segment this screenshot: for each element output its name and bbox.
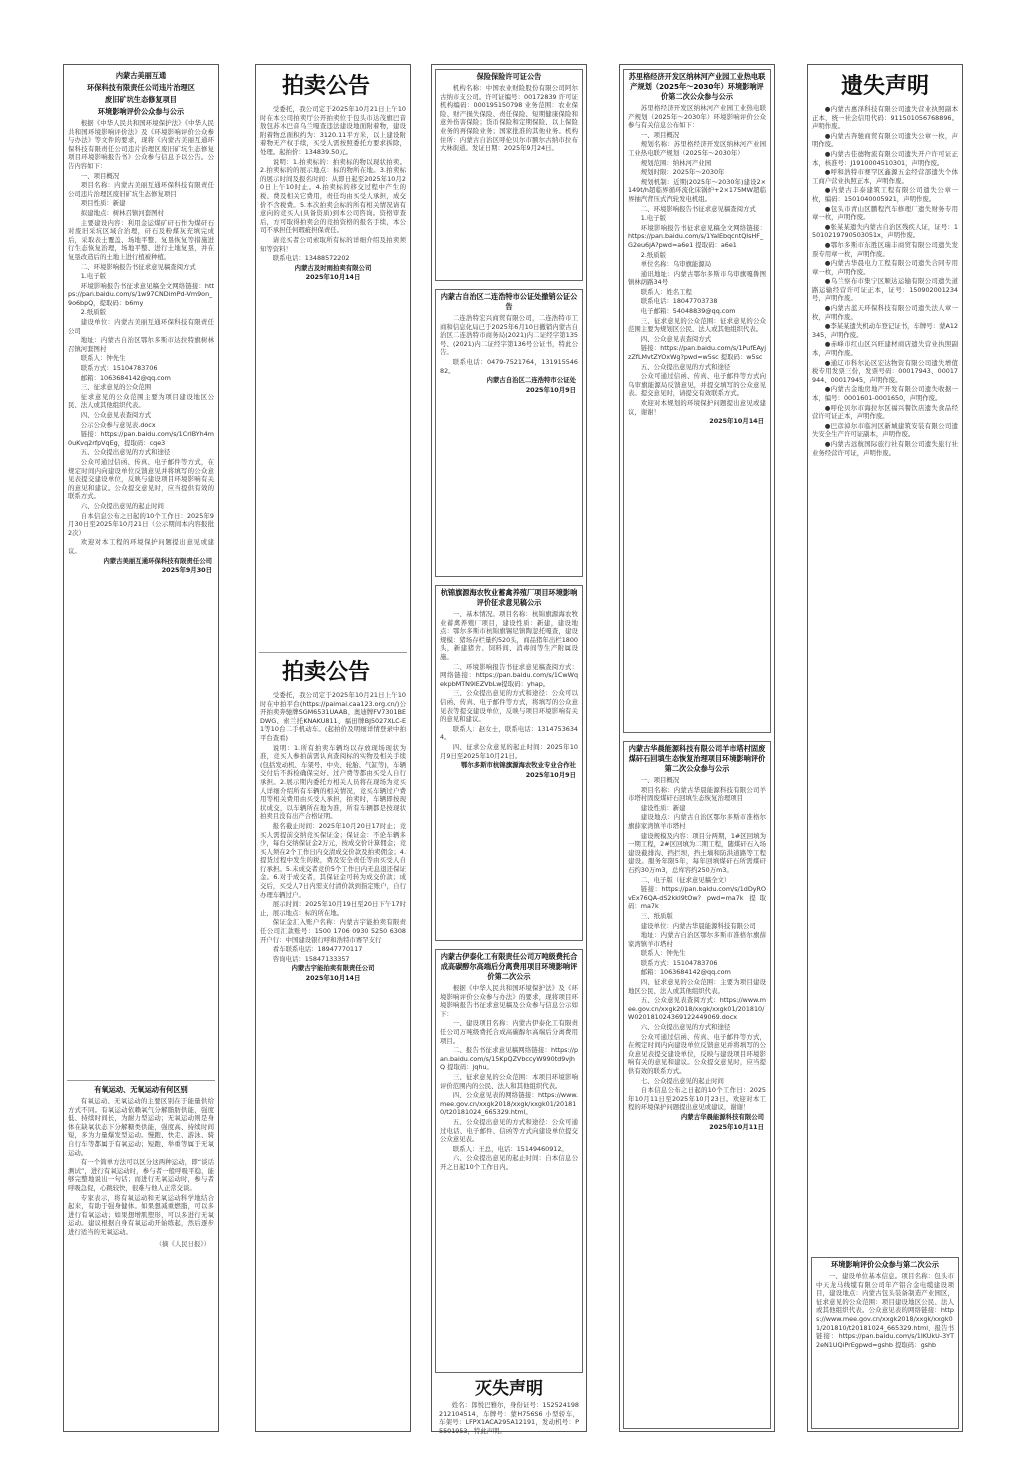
notice-body: [64, 119, 218, 556]
paragraph: 保证金汇入账户名称：内蒙古宇能拍卖有限责任公司汇款账号：1500 1706 0930 5250 6308 开户行：中国建设银行呼和浩特市赛罕支行: [260, 918, 406, 944]
yitai-chemical-notice: [435, 949, 583, 1373]
paragraph: ●内蒙古丰泰建筑工程有限公司遗失公章一枚，编码：1501040005921，声明作废。: [812, 186, 958, 203]
paragraph: 公众可通过信函、传真、电子邮件等方式，在规定时间内向建设单位反馈意见并将填写的公众意见表提交建设单位，反映与建设项目环境影响有关的意见和建议。公众提交意见时，应当提供有效的联系方式。: [68, 457, 214, 501]
article-aerobic: [64, 1083, 218, 1429]
paragraph: 一、项目概况: [640, 776, 680, 784]
paragraph: 建设规模及内容：项目分两期，1#区回填为一期工程，2#区回填为二期工程，随煤矸石入场建设截排沟、挡拦坝，挡土墙和防洪道路等工程建设。服务年限5年，每年回填煤矸石所需煤矸石约30万m3，总库容约250万m3。: [628, 831, 766, 874]
notice-title: 内蒙古伊泰化工有限责任公司万吨级费托合成高碳醇尔高端后分离费用项目环境影响评价第二次公示: [440, 952, 578, 981]
notice-body: [436, 610, 582, 760]
paragraph: ●鄂尔多斯市东胜区瑞丰商贸有限公司遗失发票专用章一枚，声明作废。: [812, 240, 958, 258]
auction-notice-2: [256, 655, 410, 1429]
notice-body: [436, 84, 582, 153]
paragraph: 四、公众意见表的网络链接：https://www.mee.gov.cn/xxgk2018/xxgk/xxgk01/201810/t20181024_665329.html。: [440, 1091, 578, 1117]
loss-heading: 灭失声明: [475, 1379, 543, 1399]
article-source: （摘《人民日报》）: [155, 1239, 210, 1248]
auction-signature: 内蒙古宇能拍卖有限责任公司: [291, 964, 375, 973]
paragraph: 三、征求意见的公众范围: [80, 383, 152, 392]
paragraph: ●李某某遗失机动车登记证书，车牌号：蒙A12345，声明作废。: [812, 322, 958, 339]
notice-date: 2025年10月11日: [709, 1122, 764, 1131]
paragraph: 地址：内蒙古自治区鄂尔多斯市准格尔旗薛家湾镇羊市塔村: [628, 931, 766, 948]
paragraph: 环境影响报告书征求意见稿全文网络链接：https://pan.baidu.com/s/1w97CNDimPd-Vm9on_9o6bpQ，提取码：b6my: [68, 281, 214, 307]
paragraph: ●内蒙古华晨电力工程有限公司遗失合同专用章一枚，声明作废。: [812, 259, 958, 276]
notice-signature: 内蒙古美丽互通环保科技有限责任公司: [103, 556, 212, 565]
column-3: [431, 64, 587, 1435]
paragraph: 报名截止时间：2025年10月20日17时止；竞买人需提前交纳竞买保证金；保证金：不论车辆多少，每台交纳保证金2万元，按成交价计算佣金；竞买人须在2个工作日内交清成交价款及拍卖佣金；4.提货过程中发生的税，费及安全责任等由买受人自行承担。5.未成交者竞价5个工作日内无息退还保证金。6.对于成交者，其保证金可转为成交价款；成交后，买受人7日内需支付清价款到指定账户，自行办理车辆过户。: [260, 821, 406, 899]
paragraph: 通讯地址：内蒙古鄂尔多斯市乌审旗嘎鲁图镇林荫路34号: [628, 269, 766, 287]
paragraph: 规划范围：纳林河产业园: [640, 158, 712, 167]
paragraph: ●内蒙古远航国际旅行社有限公司遗失旅行社业务经营许可证，声明作废。: [812, 439, 958, 457]
paragraph: 建设单位：内蒙古华晨能源科技有限公司: [640, 921, 756, 930]
column-4: [619, 64, 775, 1432]
paragraph: 联系方式：15104783706: [640, 958, 718, 967]
paragraph: 联系电话：18047703738: [640, 297, 718, 306]
paragraph: ●呼伦贝尔市海拉尔区福兴餐饮店遗失食品经营许可证正本，声明作废。: [812, 403, 958, 421]
hangjin-farm-notice: [435, 585, 583, 941]
paragraph: 一、项目概况: [80, 171, 120, 180]
paragraph: 六、公众提出意见的方式和途径: [640, 1023, 731, 1032]
paragraph: 二连浩特宏兴商贸有限公司，二连浩特市工商和信息化局已于2025年6月10日撤销内蒙古自治区二连浩特市商务局(2021)内二证经字第135号、(2021)内二证经字第136号公证书，特此公告。: [440, 314, 578, 357]
paragraph: 四、公众意见表查阅方式: [80, 411, 152, 419]
paragraph: 七、公众提出意见的起止时间: [640, 1076, 724, 1085]
paragraph: 一、基本情况。项目名称：杭锦旗源海农牧业蓄禽养殖厂项目，建设性质：新建，建设地点：鄂尔多斯市杭锦旗锡尼镇陶忽托嘎查，建设规模：猪场存栏量约520头，商品猪年出栏1800头，新建猪舍、饲料间、消毒间等生产附属设施。: [440, 610, 578, 661]
auction-body: [256, 105, 410, 253]
paragraph: 说明：1.拍卖标的：拍卖标的物以现状拍卖。2.拍卖标的的展示地点：标的物所在地。3.拍卖标的展示时间及报名时间：从即日起至2025年10月20日上午10时止。4.拍卖标的移交过程中产生的税、费及相关它费用，责任均由买受人承担，成交价不含税费。5.本次拍卖会标的所有相关情况请有意向的竞买人(具备资质)到本公司咨询。资格审查后，方可取得拍卖会的竞拍资格的报名手续，本公司不承担任何瑕疵担保责任。: [260, 157, 406, 235]
auction-body: [256, 691, 410, 944]
paragraph: 五、公众提出意见的方式和途径：公众可通过电话、电子邮件、信函等方式向建设单位提交公众意见表。: [440, 1117, 578, 1144]
notice-date: 2025年10月14日: [709, 417, 764, 426]
eia-second-notice: [811, 1257, 959, 1429]
paragraph: 规划名称：苏里格经济开发区纳林河产业园工业热电联产规划（2025年～2030年）: [628, 140, 766, 157]
notice-date: 2025年9月30日: [161, 566, 212, 575]
paragraph: ●赤峰市红山区兴旺建材商店遗失营业执照副本，声明作废。: [812, 340, 958, 358]
notice-title: 内蒙古华晨能源科技有限公司羊市塔村固废煤矸石回填生态恢复治理项目环境影响评价第二次公众参与公示: [628, 744, 766, 773]
paragraph: 四、征求意见的公众范围：主要为项目建设地区公民、法人或其他组织代表。: [628, 978, 766, 995]
notice-body: [436, 984, 582, 1171]
auction-heading: 拍卖公告: [282, 73, 371, 99]
paragraph: 公众可通过信函、传真、电子邮件等方式向乌审旗能源局反馈意见，并提交填写的公众意见表。提交意见时，请提交有效联系方式。: [628, 372, 766, 398]
paragraph: 一、项目概况: [640, 130, 680, 139]
paragraph: ●内蒙古佳德物流有限公司遗失开户许可证正本，核准号：J1910004510301，声明作废。: [812, 149, 958, 167]
paragraph: 拟建地点：树林召镇河套图村: [80, 208, 164, 217]
paragraph: 建设单位：内蒙古美丽互通环保科技有限责任公司: [68, 318, 214, 335]
paragraph: 展示时间：2025年10月19日至20日下午17时止，展示地点：标的所在地。: [260, 900, 406, 917]
paragraph: 机构名称：中国农业财险股份有限公司阿尔古纳市支公司。许可证编号：00172839 许可证机构编码：000195150798 业务范围：农业保险、财产损失保险、责任保险、短期健康保险和意外伤害保险；货币保险和定期保险、以上保险业务的再保险业务；国家批准的其他业务。机构住所：内蒙古自治区呼伦贝尔市额尔古纳市拉布大林街道。发证日期：2025年9月24日。: [440, 84, 578, 153]
paragraph: 自本信息公布之日起的10个工作日：2025年10月11日至2025年10月23日。欢迎对本工程的环境保护问题提出意见或建议，谢谢！: [628, 1086, 766, 1112]
paragraph: ●包头市青山区鹏程汽车修理厂遗失财务专用章一枚，声明作废。: [812, 204, 958, 222]
paragraph: 二、环境影响报告书征求意见稿查阅方式: [80, 262, 196, 271]
auction-signature: 内蒙古及时雨拍卖有限公司: [294, 263, 372, 272]
paragraph: 联系电话：0479-7521764，13191554682。: [440, 357, 578, 375]
paragraph: 联系人：赵女士，联系电话：13147536344。: [440, 724, 578, 742]
paragraph: 主要建设内容：利用金运煤矿矸石作为煤矸石对废旧采坑区域合治理，矸石及粉煤灰充填完成后，采取表土覆盖、场地平整、复垦恢复等措施进行生态恢复治理，场地平整、进行土地复垦，并在复垦改造后的土地上进行植被种植。: [68, 218, 214, 261]
notice-body: [436, 314, 582, 375]
notice-signature: 鄂尔多斯市杭锦旗源海农牧业专业合作社: [460, 761, 576, 770]
notice-title: 环境影响评价公众参与第二次公示: [831, 1260, 939, 1269]
paragraph: 根据《中华人民共和国环境保护法》及《环境影响评价公众参与办法》的要求，现将项目环境影响报告书征求意见稿及公众参与信息公示如下：: [440, 984, 578, 1018]
paragraph: 请竞买者公司索取所有标的详细介绍及拍卖须知等资料！: [260, 235, 406, 253]
paragraph: ●乌兰察布市集宁区顺达运输有限公司遗失道路运输经营许可证正本，证号：150902001234号，声明作废。: [812, 277, 958, 303]
paragraph: 公示公众参与意见表.docx: [80, 420, 156, 429]
paragraph: 二、环境影响报告书征求意见稿查阅方式: [640, 204, 756, 213]
paragraph: 联系方式：15104783706: [80, 364, 158, 373]
auction-phone: 看车联系电话：18947770117: [272, 945, 363, 954]
loss-notices: [808, 69, 962, 1251]
paragraph: 五、公众意见表查阅方式：https://www.mee.gov.cn/xxgk2018/xxgk/xxgk01/201810/W020181024369122449069.docx: [628, 996, 766, 1022]
paragraph: 电子邮箱：54048839@qq.com: [640, 307, 736, 316]
paragraph: 根据《中华人民共和国环境保护法》《中华人民共和国环境影响评价法》及《环境影响评价公众参与办法》等文件的要求，现将《内蒙古美丽互通环保科技有限责任公司违片治理区废旧矿坑生态修复项目环境影响报告书》公众参与信息予以公告。公告内容如下：: [68, 119, 214, 170]
article-body: [64, 1097, 218, 1237]
paragraph: 邮箱：1063684142@qq.com: [80, 373, 171, 382]
notice-meili-hutong: [64, 69, 218, 1079]
paragraph: 有一个简单方法可以区分这两种运动，即“谈话测试”，进行有氧运动时，参与者一般呼吸平稳，能够完整地说出一句话；而进行无氧运动时，参与者呼吸急促，心跳较快，很难与他人正常交谈。: [68, 1158, 214, 1192]
paragraph: 邮箱：1063684142@qq.com: [640, 968, 731, 977]
paragraph: 项目名称：内蒙古华晨能源科技有限公司羊市塔村固废煤矸石回填生态恢复治理项目: [628, 785, 766, 803]
notice-title: 内蒙古自治区二连浩特市公证处撤销公证公告: [440, 292, 578, 311]
paragraph: 欢迎对本规划的环境保护问题提出意见或建议，谢谢！: [628, 399, 766, 416]
paragraph: 1.电子版: [640, 214, 667, 223]
paragraph: 建设地点：内蒙古自治区鄂尔多斯市准格尔旗薛家湾镇羊市塔村: [628, 813, 766, 830]
paragraph: 联系人：钟先生: [80, 354, 126, 363]
paragraph: 建设性质：新建: [640, 803, 686, 812]
notice-title: 苏里格经济开发区纳林河产业园工业热电联产规划（2025年～2030年）环境影响评价第二次公众参与公示: [628, 72, 766, 101]
paragraph: 联系人：王总，电话：15149460912。: [452, 1144, 568, 1153]
paragraph: ●张某某遗失内蒙古自治区残疾人证，证号：15010219790503051x，声明作废。: [812, 222, 958, 240]
notice-body: [624, 104, 770, 416]
paragraph: 四、征求公众意见的起止时间：2025年10月9日至2025年10月21日。: [440, 742, 578, 760]
paragraph: 规划时限：2025年～2030年: [640, 168, 725, 177]
paragraph: ●通辽市科尔沁区宏达物资有限公司遗失增值税专用发票三份，发票号码：00017943、00017944、00017945，声明作废。: [812, 358, 958, 384]
notice-signature: 内蒙古自治区二连浩特市公证处: [486, 376, 576, 385]
column-2: [255, 64, 411, 1432]
paragraph: ●内蒙古金地房地产开发有限公司遗失收据一本，编号：0001601-0001650，声明作废。: [812, 385, 958, 402]
notice-date: 2025年10月9日: [525, 770, 576, 779]
paragraph: 项目性质：新建: [80, 199, 126, 208]
paragraph: 姓名：郎悦巴雅尔，身份证号：152524198212104514，车牌号：蒙H756S6 小型轿车，车架号：LFPX1ACA295A12191，发动机号：P5501953，特此声明。: [439, 1401, 579, 1435]
paragraph: ●内蒙古奔驰商贸有限公司遗失公章一枚，声明作废。: [812, 131, 958, 149]
auction-date: 2025年10月14日: [305, 974, 361, 982]
paragraph: 征求意见的公众范围主要为项目建设地区公民、法人或其他组织代表。: [68, 392, 214, 410]
auction-heading: 拍卖公告: [282, 659, 371, 685]
paragraph: 规划机制：近期(2025年～2030年)建设2×149t/h超临界循环流化床锅炉+2×175MW超临界抽汽背压式汽轮发电机组。: [628, 177, 766, 203]
notice-title: 保险保险许可证公告: [476, 72, 542, 81]
paragraph: 专家表示，将有氧运动和无氧运动科学地结合起来，有助于强身健体。如果想减重燃脂，可以多进行有氧运动；如果想增肌塑形，可以多进行无氧运动。建议根据自身有氧运动开始练起，然后逐步进行适当的无氧运动。: [68, 1193, 214, 1236]
column-5: [807, 64, 963, 1432]
notice-date: 2025年10月9日: [525, 385, 576, 394]
paragraph: ●巴彦淖尔市临河区新城建筑安装有限公司遗失安全生产许可证副本，声明作废。: [812, 421, 958, 439]
paragraph: 二、环境影响报告书征求意见稿查阅方式：网络链接：https://pan.baidu.com/s/1CwWqekpbMTN9lEZVbLw提取码：yhap。: [440, 662, 578, 688]
auction-phone: 联系电话：13488572202: [272, 254, 350, 263]
auction-phone-2: 咨询电话：15847133357: [272, 954, 350, 963]
paragraph: 受委托，我公司定于2025年10月21日上午10时在中拍平台(https://paimai.caa123.org.cn/)公开拍卖奔驰牌SGM6531UAAB、奥迪牌FV7301BEDWG、索兰托KNAKU811、福田牌BJ5027XLC-E1等10台二手机动车。(起拍价及明细详情登录中拍平台查看): [260, 691, 406, 742]
notice-title: 杭锦旗源海农牧业蓄禽养殖厂项目环境影响评价征求意见稿公示: [440, 588, 578, 607]
paragraph: 六、公众提出意见的起止时间: [80, 501, 164, 510]
paragraph: 链接：https://pan.baidu.com/s/1CrIBYh4m0uKvq2rfpVqEg，提取码：cqe3: [68, 430, 214, 447]
notice-signature: 内蒙古华晨能源科技有限公司: [680, 1112, 764, 1121]
paragraph: 一、建设项目名称：内蒙古伊泰化工有限责任公司万吨级费托合成高碳醇尔高端后分离费用项目。: [440, 1019, 578, 1045]
paragraph: 四、公众意见表查阅方式: [640, 334, 712, 343]
huachen-energy-notice: [623, 741, 771, 1429]
paragraph: 三、纸质版: [640, 911, 673, 920]
paragraph: ●呼和浩特市赛罕区鑫源五金经营部遗失个体工商户营业执照正本，声明作废。: [812, 168, 958, 185]
paragraph: 环境影响报告书征求意见稿全文网络链接：https://pan.baidu.com/s/1YaIEbqcntQIsHF_G2eu6jA?pwd=a6e1 提取码：a6e1: [628, 223, 766, 249]
paragraph: 三、公众提出意见的方式和途径：公众可以信函、传真、电子邮件等方式，将填写的公众意见表等提交建设单位，反映与项目环境影响有关的意见和建议。: [440, 689, 578, 724]
paragraph: ●内蒙古蓝天环保科技有限公司遗失法人章一枚，声明作废。: [812, 304, 958, 321]
loss-body: [435, 1401, 583, 1435]
paragraph: 一、建设单位基本信息。项目名称：包头市中天龙马线缆有限公司年产铝合金电缆建设项目，建设地点：内蒙古包头装备制造产业园区，征求意见的公众范围：项目建设地区公民、法人或其他组织代表。公众意见表的网络链接：https://www.mee.gov.cn/xxgk2018/xxgk/xxgk01/201810/t20181024_665329.html，报告书链接：https://pan.baidu.com/s/1IKUkU-3YT2eN1UQiPrEgpwd=gshb 提取码：gshb: [816, 1272, 954, 1349]
paragraph: 自本信息公布之日起的10个工作日：2025年9月30日至2025年10月21日（公示期间本内容报批2次）: [68, 511, 214, 537]
insurance-license-notice: [435, 69, 583, 281]
notice-title: 内蒙古美丽互通 环保科技有限责任公司违片治理区 废旧矿坑生态修复项目 环境影响评价公众参与公示: [87, 71, 195, 116]
paragraph: 受委托，我公司定于2025年10月21日上午10时在本公司拍卖厅公开拍卖位于包头市达茂旗巴音敖包苏木巴音乌兰嘎查违法建设地面附着物，建设附着物总面积约为：3120.11平方米，以上建设附着物无产权手续，买受人需按照委托方要求拆除，处理。起拍价：134839.50元。: [260, 105, 406, 156]
paragraph: 2.纸质版: [80, 308, 107, 317]
notice-body: [812, 1272, 958, 1349]
notice-body: [624, 776, 770, 1112]
loss-declaration: [435, 1379, 583, 1435]
paragraph: 说明：1.所有拍卖车辆均以存放现场现状为准，竞买人参拍前需认真查阅标的实物及相关手续(包括发动机、车架号、中央、轮胎、气缸等)，车辆交付后不拆检确保完好、过户费等都由买受人自行承担。2.展示期内委托方相关人员将在现场为竞买人详细介绍所有车辆的相关情况，竞买车辆过户费用等相关费用由买受人承担，拍卖时，车辆即按现状成交，以车辆所在地为准，所有车辆都是按现状拍卖且没有出产合格证明。: [260, 743, 406, 821]
paragraph: 六、公众提出意见的起止时间：自本信息公开之日起10个工作日内。: [440, 1154, 578, 1171]
paragraph: 单位名称：乌审旗能源局: [640, 260, 712, 269]
paragraph: 欢迎对本工程的环境保护问题提出意见或建议。: [68, 538, 214, 555]
paragraph: 公众可通过信函、传真、电子邮件等方式，在规定时间内向建设单位反馈意见并将填写的公众意见表提交建设单位，反映与建设项目环境影响有关的意见和建议。公众提交意见时，应当提供有效的联系方式。: [628, 1032, 766, 1075]
sulige-plan-notice: [623, 69, 771, 733]
paragraph: 地址：内蒙古自治区鄂尔多斯市达拉特旗树林召镇河套图村: [68, 336, 214, 353]
paragraph: 三、征求意见的公众范围：征求意见的公众范围主要为规划区公民、法人或其他组织代表。: [628, 316, 766, 334]
paragraph: 联系人：钟先生: [640, 949, 686, 958]
paragraph: 有氧运动、无氧运动的主要区别在于能量供给方式不同。有氧运动依赖氧气分解脂肪供能，强度低、持续时间长，为耐力型运动；无氧运动则是身体在缺氧状态下分解糖类供能，强度高、持续时间短，多为力量爆发型运动。慢跑、快走、游泳、骑自行车等都属于有氧运动；短跑、举重等属于无氧运动。: [68, 1097, 214, 1157]
loss-heading: 遗失声明: [840, 73, 929, 99]
article-title: 有氧运动、无氧运动有何区别: [94, 1085, 188, 1094]
paragraph: 2.纸质版: [640, 250, 667, 259]
paragraph: 联系人：姓名工程: [640, 287, 692, 296]
paragraph: 五、公众提出意见的方式和途径: [80, 448, 171, 457]
paragraph: 项目名称：内蒙古美丽互通环保科技有限责任公司违片治理区废旧矿坑生态修复项目: [68, 181, 214, 198]
paragraph: 五、公众提出意见的方式和途径: [640, 362, 731, 371]
paragraph: 二、电子版（征求意见稿全文）: [640, 875, 731, 884]
paragraph: 三、征求意见的公众范围：本项目环境影响评价范围内的公民、法人和其他组织代表。: [440, 1072, 578, 1090]
column-1: [63, 64, 219, 1432]
paragraph: 二、报告书征求意见稿网络链接：https://pan.baidu.com/s/15KpQZVbccyW990td9vjhQ 提取码：jqhu。: [440, 1046, 578, 1072]
auction-notice-1: [256, 69, 410, 647]
paragraph: 1.电子版: [80, 272, 107, 281]
paragraph: 链接：https://pan.baidu.com/s/1dDyRO vEx76QA-dS2kkI9tOw? pwd=ma7k 提取码：ma7k: [628, 885, 766, 911]
loss-body: [808, 105, 962, 457]
paragraph: 链接：https://pan.baidu.com/s/1PufEAyjzZfLMvtZYOxWg?pwd=w5sc 提取码：w5sc: [628, 344, 766, 362]
paragraph: 苏里格经济开发区纳林河产业园工业热电联产规划（2025年～2030年）环境影响评价公众参与有关信息公布如下：: [628, 104, 766, 130]
notary-revoke-notice: [435, 289, 583, 577]
auction-date: 2025年10月14日: [305, 273, 361, 282]
paragraph: ●内蒙古惠泽科技有限公司遗失营业执照副本正本，统一社会信用代码：911501056768896。声明作废。: [812, 105, 958, 131]
